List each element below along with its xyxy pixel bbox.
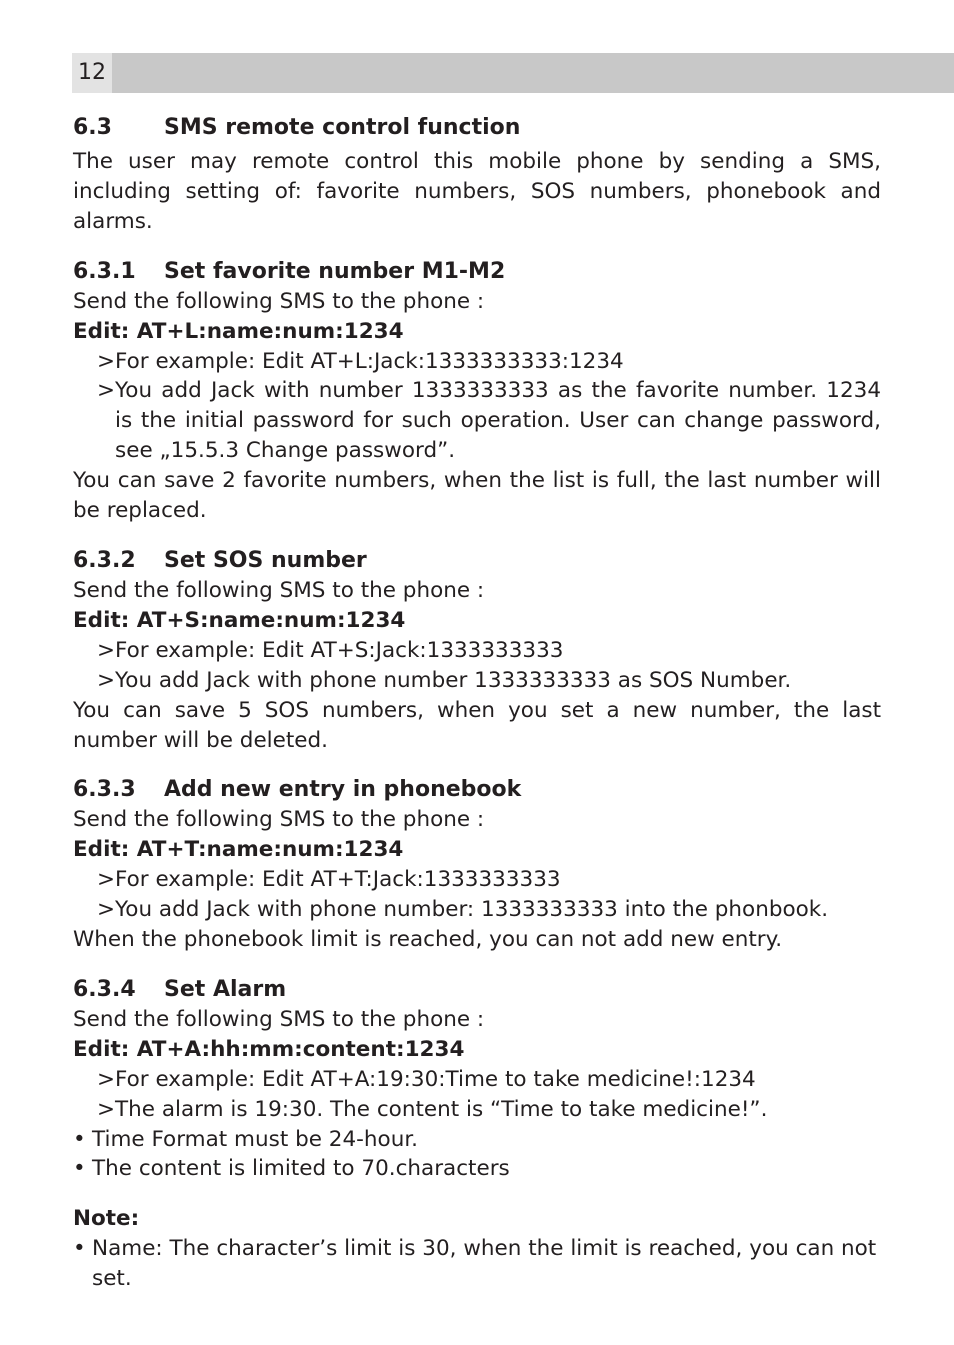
example-marker: > (97, 348, 116, 374)
subsection-note: You can save 2 favorite numbers, when the list is full, the last number will be replaced. (73, 468, 881, 524)
send-instruction: Send the following SMS to the phone : (73, 807, 485, 833)
example-line (73, 865, 881, 895)
example-text: You add Jack with phone number: 1333333333 into the phonbook. (115, 897, 829, 923)
page-number: 12 (72, 53, 112, 93)
send-instruction: Send the following SMS to the phone : (73, 288, 485, 314)
example-text: For example: Edit AT+L:Jack:1333333333:1234 (115, 348, 624, 374)
bullet-text: Name: The character’s limit is 30, when the limit is reached, you can not set. (92, 1236, 877, 1292)
section-heading (73, 113, 881, 143)
subsection-title: Set favorite number M1-M2 (164, 258, 506, 284)
subsection-number: 6.3.3 (73, 777, 136, 803)
example-marker: > (97, 867, 116, 893)
example-marker: > (97, 897, 116, 923)
example-marker: > (97, 1096, 116, 1122)
subsection-heading (73, 775, 881, 805)
example-text: The alarm is 19:30. The content is “Time to take medicine!”. (115, 1096, 768, 1122)
section-title: SMS remote control function (164, 115, 521, 140)
example-line (73, 1095, 881, 1125)
subsection-title: Set Alarm (164, 976, 287, 1002)
subsection-title: Add new entry in phonebook (164, 777, 522, 803)
subsection-number: 6.3.2 (73, 547, 136, 573)
example-marker: > (97, 1066, 116, 1092)
sms-command: Edit: AT+S:name:num:1234 (73, 607, 406, 633)
subsection-heading (73, 257, 881, 287)
subsection-title: Set SOS number (164, 547, 367, 573)
subsection-note: When the phonebook limit is reached, you can not add new entry. (73, 927, 783, 953)
sms-command: Edit: AT+A:hh:mm:content:1234 (73, 1036, 465, 1062)
example-marker: > (97, 378, 116, 404)
example-line (73, 666, 881, 696)
send-instruction: Send the following SMS to the phone : (73, 577, 485, 603)
bullet-item (73, 1234, 881, 1294)
example-text: For example: Edit AT+S:Jack:1333333333 (115, 637, 564, 663)
bullet-glyph: • (73, 1156, 86, 1182)
sms-command: Edit: AT+L:name:num:1234 (73, 318, 404, 344)
example-marker: > (97, 667, 116, 693)
note-title: Note: (73, 1206, 140, 1232)
example-line (73, 1065, 881, 1095)
send-instruction: Send the following SMS to the phone : (73, 1006, 485, 1032)
bullet-text: The content is limited to 70.characters (92, 1156, 510, 1182)
example-line (73, 895, 881, 925)
example-text: For example: Edit AT+A:19:30:Time to take medicine!:1234 (115, 1066, 756, 1092)
subsection-heading (73, 546, 881, 576)
example-text: For example: Edit AT+T:Jack:1333333333 (115, 867, 561, 893)
subsection-number: 6.3.1 (73, 258, 136, 284)
bullet-glyph: • (73, 1236, 86, 1262)
page-header-bar (72, 53, 954, 93)
page-content (73, 113, 881, 1294)
bullet-item (73, 1125, 881, 1155)
sms-command: Edit: AT+T:name:num:1234 (73, 837, 404, 863)
subsection-note: You can save 5 SOS numbers, when you set a new number, the last number will be deleted. (73, 697, 881, 753)
section-number: 6.3 (73, 115, 112, 140)
subsection-number: 6.3.4 (73, 976, 136, 1002)
example-text: You add Jack with phone number 1333333333 as SOS Number. (115, 667, 792, 693)
example-marker: > (97, 637, 116, 663)
example-text: You add Jack with number 1333333333 as the favorite number. 1234 is the initial password for such operation. User can change password, see „15.5.3 Change password”. (115, 378, 881, 464)
bullet-text: Time Format must be 24-hour. (92, 1126, 419, 1152)
example-line (73, 347, 881, 377)
example-line (73, 636, 881, 666)
bullet-item (73, 1154, 881, 1184)
section-intro: The user may remote control this mobile phone by sending a SMS, including setting of: favorite numbers, SOS numbers, phonebook and alarms. (73, 149, 881, 234)
bullet-glyph: • (73, 1126, 86, 1152)
example-line (73, 376, 881, 466)
subsection-heading (73, 975, 881, 1005)
